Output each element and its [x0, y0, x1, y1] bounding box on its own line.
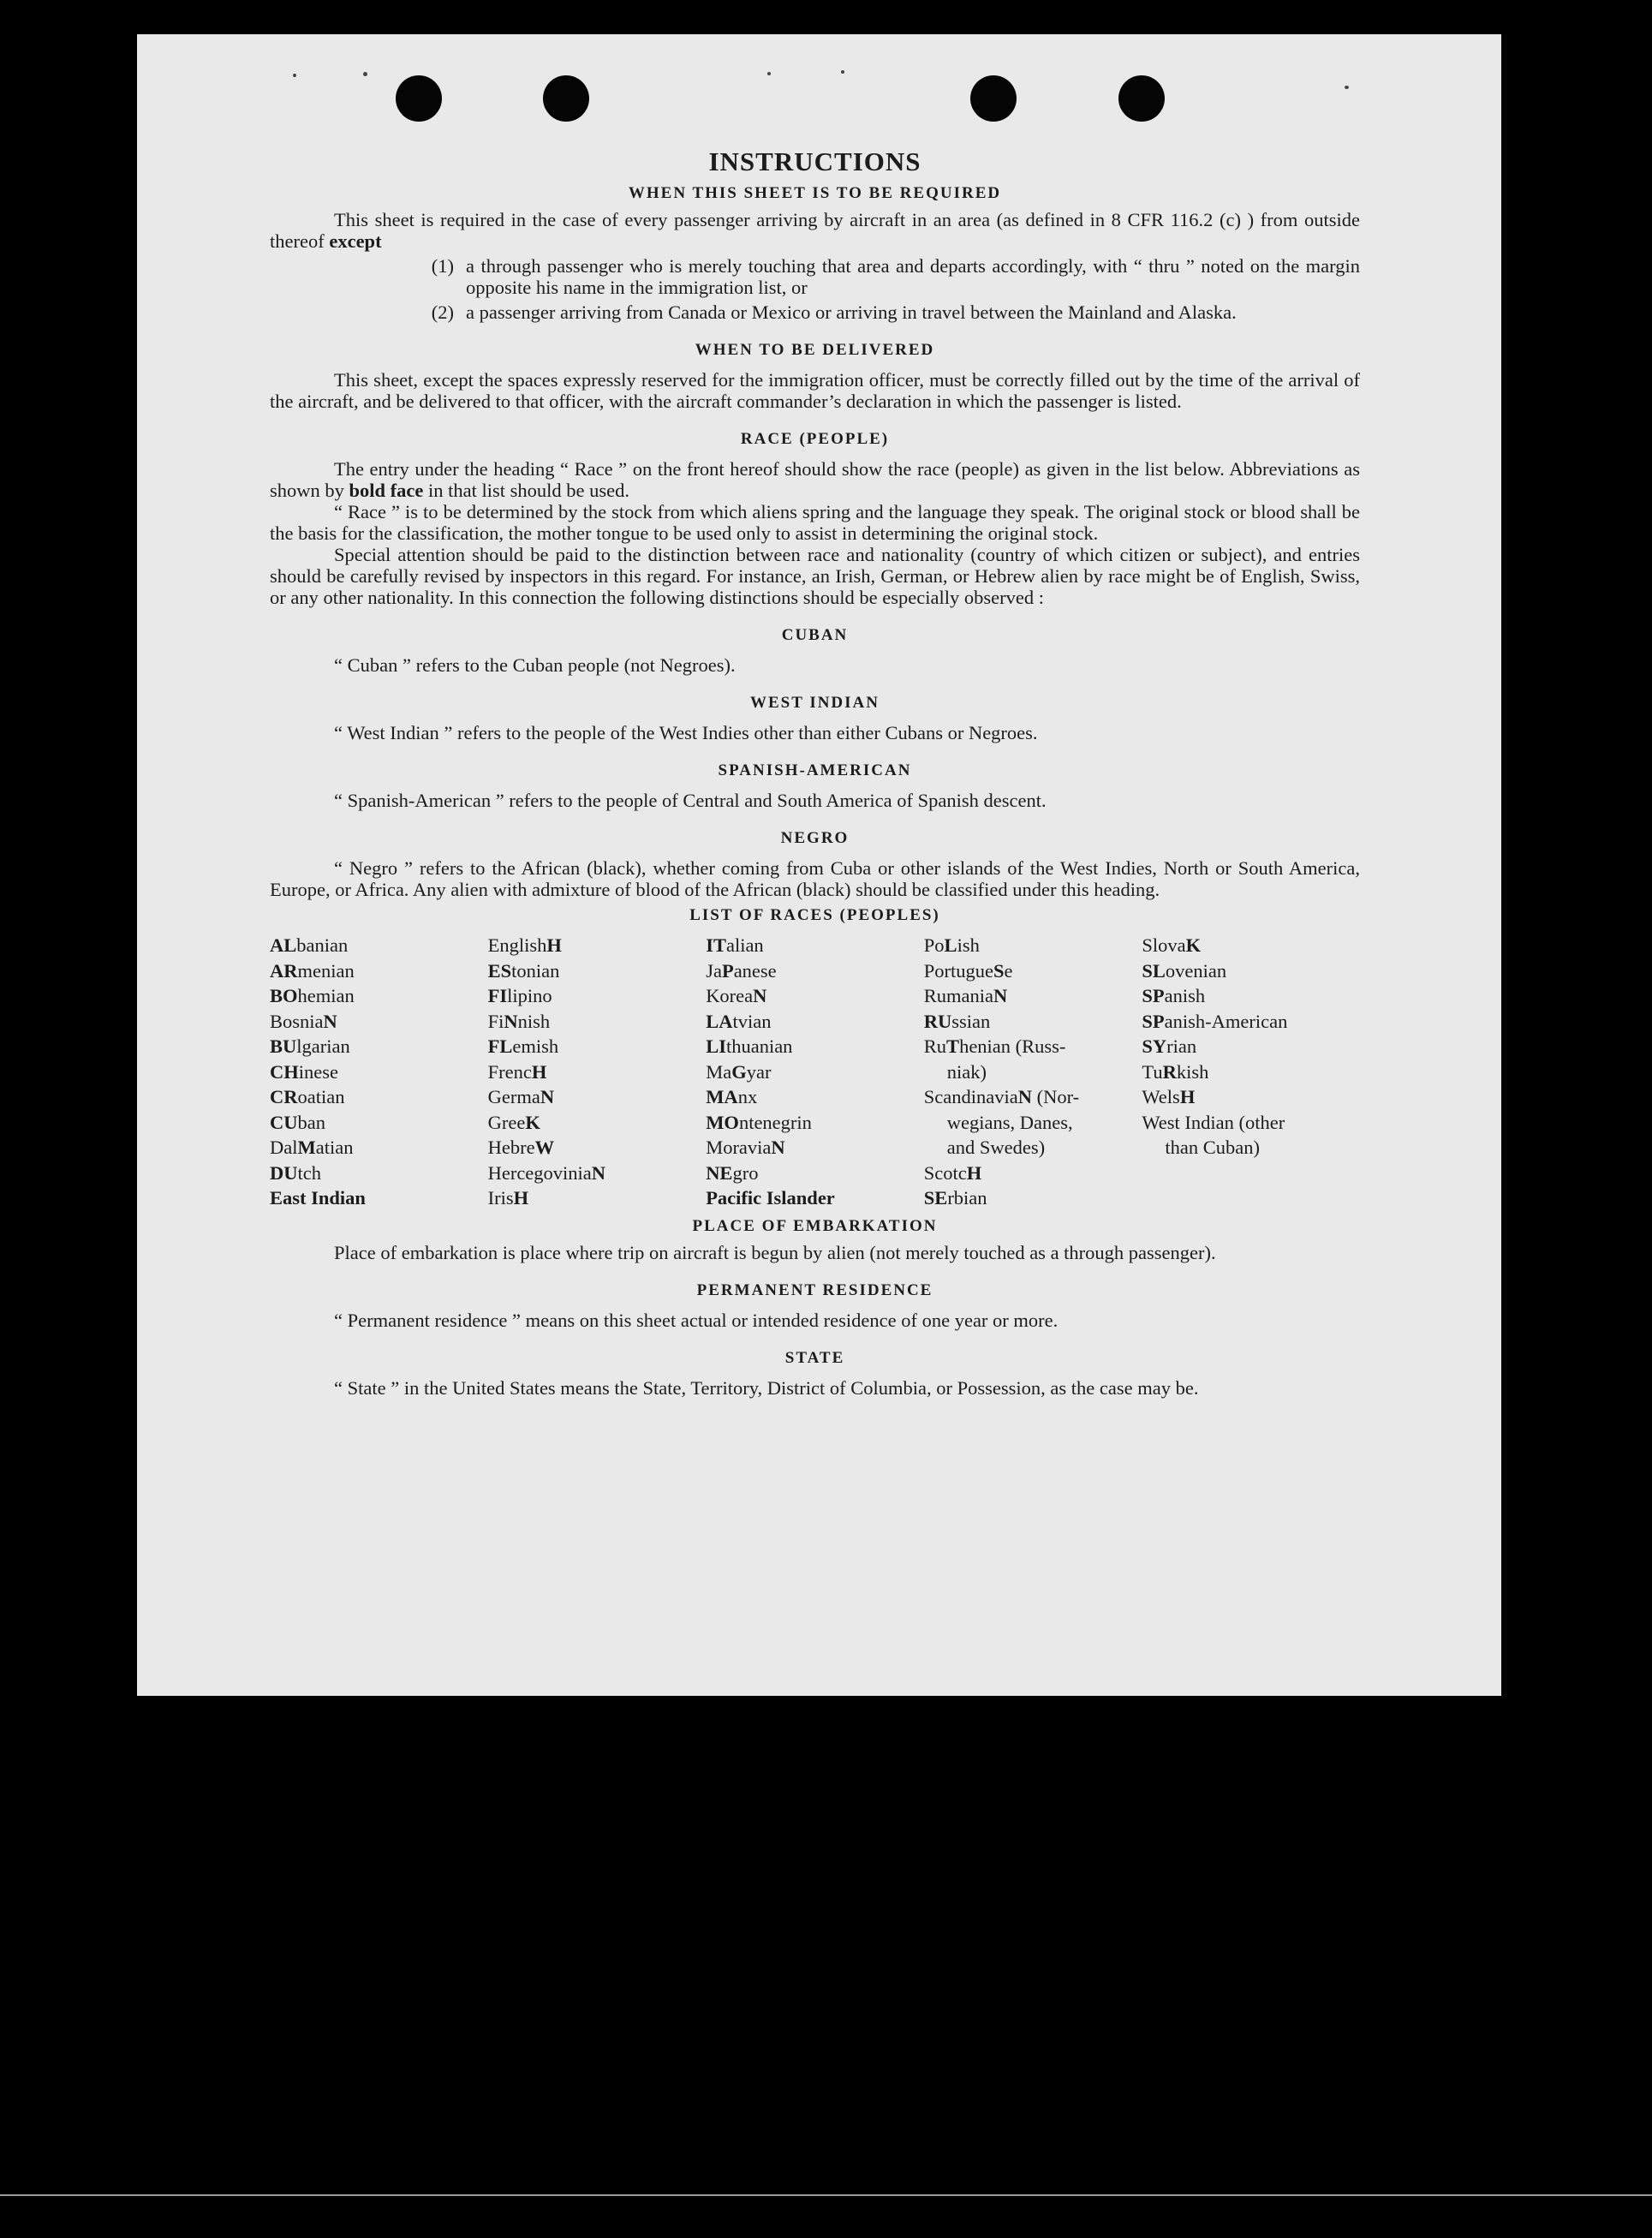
races-column — [1142, 933, 1360, 1211]
required-item-2: (2) a passenger arriving from Canada or Mexico or arriving in travel between the Mainland and Alaska. — [431, 301, 1237, 323]
speck — [293, 74, 296, 77]
race-entry: MoraviaN — [706, 1137, 785, 1158]
race-entry: WelsH — [1142, 1086, 1196, 1107]
race-entry: FIlipino — [487, 985, 552, 1006]
race-entry: ScandinaviaN (Nor- — [923, 1086, 1080, 1107]
section-heading-residence: PERMANENT RESIDENCE — [696, 1280, 933, 1299]
punch-hole — [543, 75, 589, 122]
races-column — [488, 933, 707, 1211]
speck — [841, 70, 844, 74]
race-entry: SPanish-American — [1142, 1010, 1288, 1032]
speck — [1345, 86, 1349, 89]
embarkation-text: Place of embarkation is place where trip on aircraft is begun by alien (not merely touched as a through passenger). — [334, 1241, 1216, 1263]
race-entry: ITalian — [706, 934, 764, 956]
races-list — [270, 933, 1360, 1211]
race-entry: wegians, Danes, — [946, 1111, 1073, 1133]
punch-hole — [396, 75, 442, 122]
race-entry: RUssian — [923, 1010, 991, 1032]
race-entry: RumaniaN — [923, 985, 1008, 1006]
races-column — [270, 933, 488, 1211]
race-entry: than Cuban) — [1165, 1137, 1260, 1158]
delivered-text: This sheet, except the spaces expressly reserved for the immigration officer, must be correctly filled out by the time of the arrival of the aircraft, and be delivered to that officer, with the aircraft commander’s declaration in which the passenger is listed. — [270, 369, 1360, 412]
race-entry: KoreaN — [706, 985, 767, 1006]
race-entry: NEgro — [706, 1161, 759, 1184]
race-entry: LIthuanian — [706, 1035, 793, 1057]
race-entry: FLemish — [487, 1035, 559, 1057]
race-entry: SErbian — [923, 1187, 987, 1209]
scan-edge-line — [0, 2194, 1652, 2196]
speck — [363, 72, 367, 76]
residence-text: “ Permanent residence ” means on this sheet actual or intended residence of one year or more. — [334, 1309, 1059, 1331]
race-entry: DalMatian — [270, 1137, 354, 1158]
section-heading-required: WHEN THIS SHEET IS TO BE REQUIRED — [628, 184, 1002, 202]
negro-text: “ Negro ” refers to the African (black), whether coming from Cuba or other islands of the West Indies, North or South America, Europe, or Africa. Any alien with admixture of blood of the African (black) should be classified under this heading. — [270, 857, 1360, 900]
race-entry: MAnx — [706, 1086, 758, 1107]
race-paragraph-2: “ Race ” is to be determined by the stock from which aliens spring and the language they speak. The original stock or blood shall be the basis for the classification, the mother tongue to be used only to assist in determining the original stock. — [270, 501, 1360, 544]
race-entry: IrisH — [487, 1187, 529, 1209]
race-entry: SLovenian — [1142, 959, 1227, 982]
section-heading-cuban: CUBAN — [781, 626, 849, 644]
race-entry: CHinese — [270, 1060, 338, 1083]
punch-hole — [1118, 75, 1165, 122]
section-heading-west-indian: WEST INDIAN — [750, 694, 880, 712]
race-entry: niak) — [946, 1060, 987, 1083]
race-entry: ARmenian — [270, 959, 355, 982]
cuban-text: “ Cuban ” refers to the Cuban people (not Negroes). — [334, 654, 736, 676]
races-column — [924, 933, 1142, 1211]
race-entry: Pacific Islander — [706, 1187, 835, 1209]
race-entry: DUtch — [270, 1161, 321, 1184]
race-entry: PoLish — [923, 934, 980, 956]
section-heading-negro: NEGRO — [780, 829, 850, 847]
section-heading-race: RACE (PEOPLE) — [740, 430, 890, 448]
race-entry: SlovaK — [1142, 934, 1202, 956]
race-entry: FrencH — [487, 1060, 547, 1083]
race-entry: CRoatian — [270, 1086, 345, 1107]
west-indian-text: “ West Indian ” refers to the people of the West Indies other than either Cubans or Negroes. — [334, 722, 1038, 743]
race-entry: GreeK — [487, 1111, 540, 1133]
race-paragraph-1: The entry under the heading “ Race ” on the front hereof should show the race (people) as given in the list below. Abbreviations as shown by bold face in that list should be used. — [270, 458, 1360, 501]
race-entry: JaPanese — [706, 959, 777, 982]
race-entry: West Indian (other — [1142, 1111, 1285, 1133]
race-entry: HercegoviniaN — [487, 1161, 606, 1184]
section-heading-spanish-american: SPANISH-AMERICAN — [718, 761, 912, 779]
race-paragraph-3: Special attention should be paid to the distinction between race and nationality (country of which citizen or subject), and entries should be carefully revised by inspectors in this regard. For instance, an Irish, German, or Hebrew alien by race might be of English, Swiss, or any other nationality. In this connection the following distinctions should be especially observed : — [270, 544, 1360, 608]
race-entry: MaGyar — [706, 1060, 772, 1083]
section-heading-embarkation: PLACE OF EMBARKATION — [692, 1216, 938, 1235]
race-entry: BosniaN — [270, 1010, 337, 1032]
speck — [767, 72, 771, 75]
race-entry: MOntenegrin — [706, 1111, 812, 1133]
state-text: “ State ” in the United States means the State, Territory, District of Columbia, or Possession, as the case may be. — [334, 1376, 1199, 1399]
race-entry: BUlgarian — [270, 1035, 350, 1057]
section-heading-races-list: LIST OF RACES (PEOPLES) — [689, 906, 940, 924]
race-entry: and Swedes) — [946, 1137, 1046, 1158]
race-entry: BOhemian — [270, 985, 355, 1006]
race-entry: ScotcH — [923, 1161, 982, 1184]
race-entry: PortugueSe — [923, 959, 1013, 982]
race-entry: EnglishH — [487, 934, 562, 956]
races-column — [706, 933, 924, 1211]
race-entry: EStonian — [487, 959, 560, 982]
race-entry: FiNnish — [487, 1010, 551, 1032]
punch-hole — [970, 75, 1017, 122]
race-entry: East Indian — [270, 1187, 366, 1209]
race-entry: ALbanian — [270, 934, 349, 956]
required-item-1: (1) a through passenger who is merely touching that area and departs accordingly, with “ thru ” noted on the margin opposite his name in the immigration list, or — [431, 255, 1360, 298]
section-heading-delivered: WHEN TO BE DELIVERED — [695, 341, 935, 359]
page-title: INSTRUCTIONS — [708, 146, 921, 176]
race-entry: SPanish — [1142, 985, 1206, 1006]
race-entry: GermaN — [487, 1086, 555, 1107]
race-entry: HebreW — [487, 1137, 555, 1158]
race-entry: RuThenian (Russ- — [923, 1035, 1066, 1057]
section-heading-state: STATE — [784, 1348, 845, 1367]
spanish-american-text: “ Spanish-American ” refers to the people of Central and South America of Spanish descent. — [334, 790, 1047, 811]
race-entry: CUban — [270, 1111, 325, 1133]
document-page — [137, 34, 1501, 1696]
race-entry: TuRkish — [1142, 1060, 1209, 1083]
required-intro: This sheet is required in the case of every passenger arriving by aircraft in an area (as defined in 8 CFR 116.2 (c) ) from outside thereof except — [270, 209, 1360, 252]
race-entry: LAtvian — [706, 1010, 772, 1032]
race-entry: SYrian — [1142, 1035, 1197, 1057]
